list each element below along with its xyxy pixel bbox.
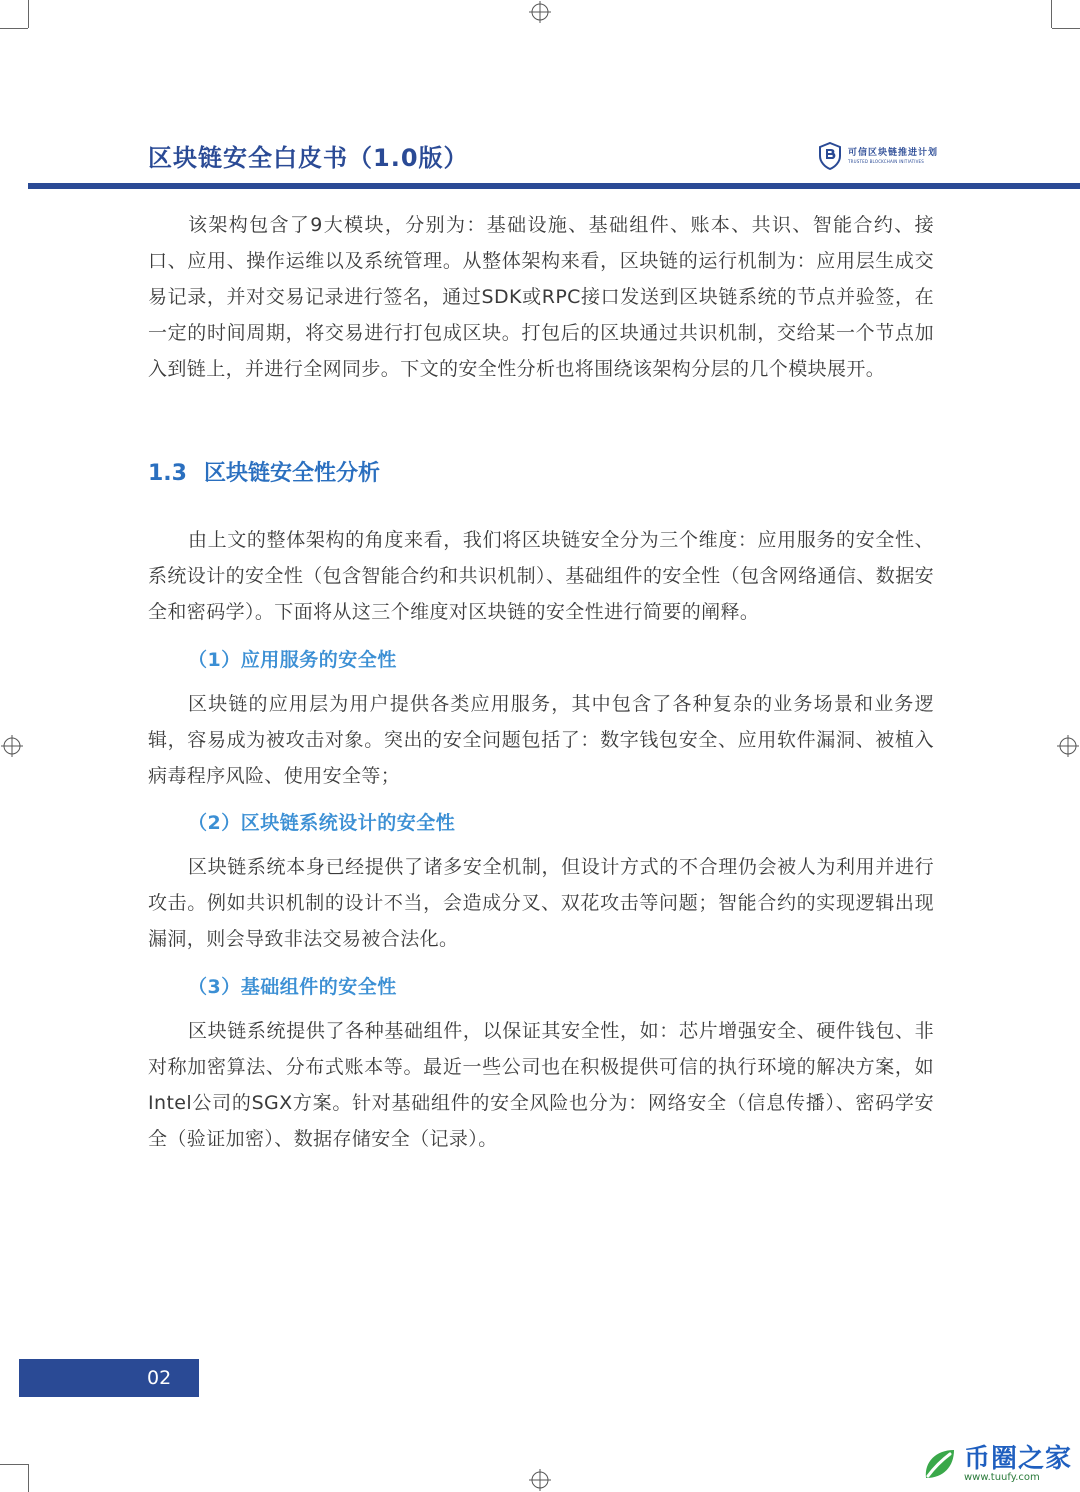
crop-mark-bottom-left-horizontal [0, 1464, 28, 1465]
page-number: 02 [147, 1367, 172, 1389]
section-intro-paragraph: 由上文的整体架构的角度来看，我们将区块链安全分为三个维度：应用服务的安全性、系统设计的安全性（包含智能合约和共识机制）、基础组件的安全性（包含网络通信、数据安全和密码学）。下面将从这三个维度对区块链的安全性进行简要的阐释。 [148, 529, 934, 623]
watermark-text [964, 1443, 1073, 1483]
shield-b-logo-icon [818, 142, 842, 170]
registration-mark-bottom-icon [529, 1469, 551, 1491]
crop-mark-top-left-horizontal [0, 28, 28, 29]
logo-chinese-name: 可信区块链推进计划 [848, 147, 939, 158]
subsection-paragraph-2: 区块链系统本身已经提供了诸多安全机制，但设计方式的不合理仍会被人为利用并进行攻击。例如共识机制的设计不当，会造成分叉、双花攻击等问题；智能合约的实现逻辑出现漏洞，则会导致非法交易被合法化。 [148, 856, 934, 950]
section-heading [148, 456, 380, 487]
subsection-heading-1: （1）应用服务的安全性 [188, 649, 397, 671]
header-divider [28, 183, 1080, 189]
crop-mark-top-left-vertical [28, 0, 29, 28]
registration-mark-top-icon [529, 1, 551, 23]
logo-english-name: TRUSTED BLOCKCHAIN INITIATIVES [848, 158, 924, 164]
crop-mark-top-right-vertical [1051, 0, 1052, 28]
subsection-paragraph-1: 区块链的应用层为用户提供各类应用服务，其中包含了各种复杂的业务场景和业务逻辑，容易成为被攻击对象。突出的安全问题包括了：数字钱包安全、应用软件漏洞、被植入病毒程序风险、使用安全等； [148, 693, 934, 787]
watermark-name: 币圈之家 [964, 1443, 1073, 1474]
leaf-logo-icon [920, 1444, 960, 1484]
section-title: 区块链安全性分析 [204, 461, 381, 486]
logo-text [848, 149, 938, 164]
watermark [920, 1444, 1072, 1484]
crop-mark-bottom-left-vertical [28, 1464, 29, 1492]
subsection-paragraph-3: 区块链系统提供了各种基础组件，以保证其安全性，如：芯片增强安全、硬件钱包、非对称加密算法、分布式账本等。最近一些公司也在积极提供可信的执行环境的解决方案，如Intel公司的SGX方案。针对基础组件的安全风险也分为：网络安全（信息传播）、密码学安全（验证加密）、数据存储安全（记录）。 [148, 1020, 934, 1150]
section-number: 1.3 [148, 461, 187, 486]
registration-mark-right-icon [1057, 735, 1079, 757]
header-logo [818, 142, 938, 170]
subsection-heading-2: （2）区块链系统设计的安全性 [188, 812, 456, 834]
registration-mark-left-icon [1, 735, 23, 757]
subsection-heading-3: （3）基础组件的安全性 [188, 976, 397, 998]
intro-paragraph: 该架构包含了9大模块，分别为：基础设施、基础组件、账本、共识、智能合约、接口、应用、操作运维以及系统管理。从整体架构来看，区块链的运行机制为：应用层生成交易记录，并对交易记录进行签名，通过SDK或RPC接口发送到区块链系统的节点并验签，在一定的时间周期，将交易进行打包成区块。打包后的区块通过共识机制，交给某一个节点加入到链上，并进行全网同步。下文的安全性分析也将围绕该架构分层的几个模块展开。 [148, 214, 934, 380]
crop-mark-top-right-horizontal [1052, 28, 1080, 29]
document-title: 区块链安全白皮书（1.0版） [148, 144, 469, 172]
page-number-box [19, 1359, 199, 1397]
watermark-url: www.tuufy.com [964, 1471, 1040, 1483]
